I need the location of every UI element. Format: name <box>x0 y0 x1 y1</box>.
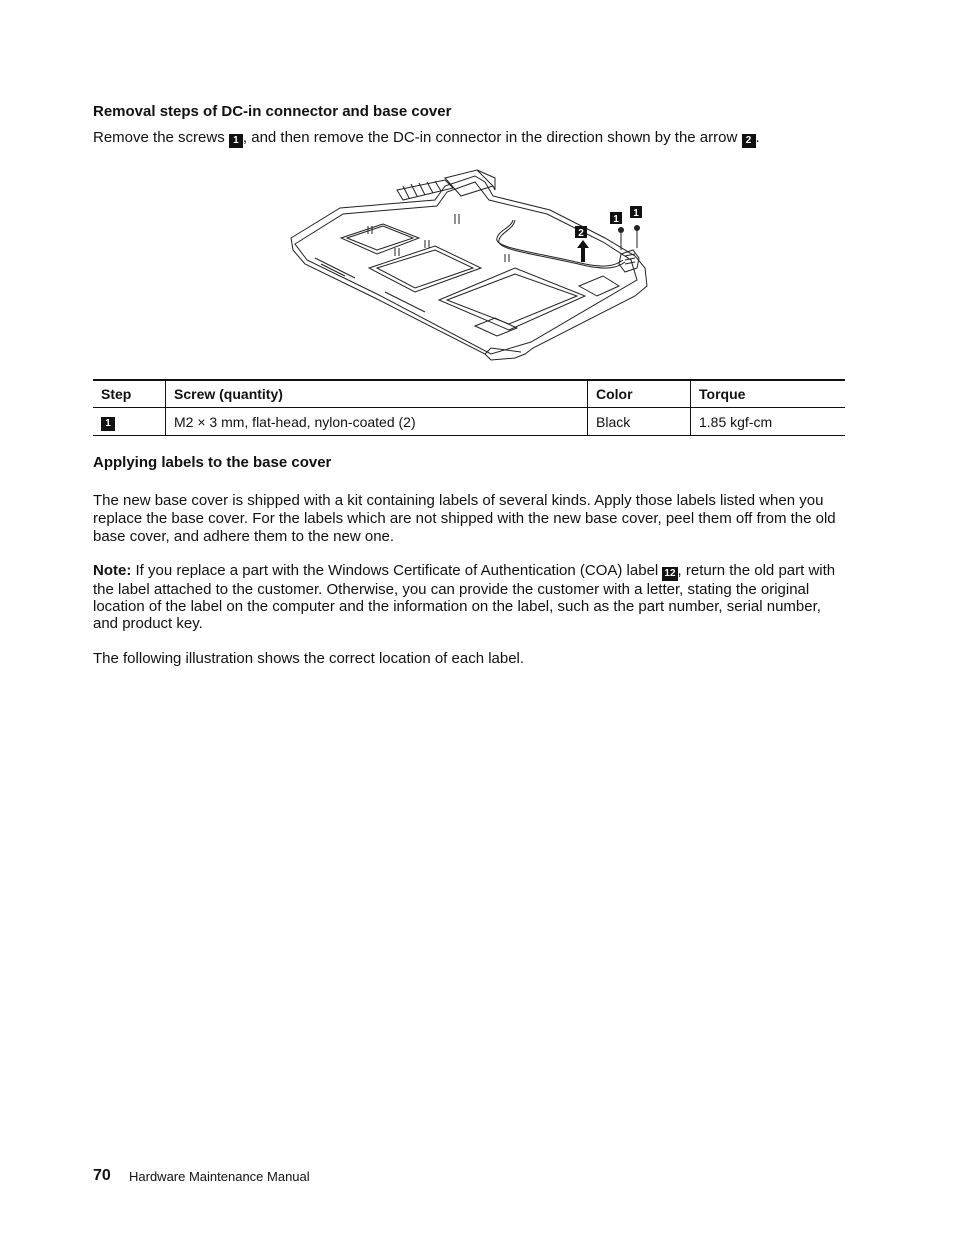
base-cover-illustration <box>285 168 665 368</box>
note-text-start: If you replace a part with the Windows Certificate of Authentication (COA) label <box>131 562 663 579</box>
screw-table <box>93 379 845 436</box>
col-header-color: Color <box>588 380 691 408</box>
removal-arrow-icon <box>577 240 589 262</box>
instruction-text-start: Remove the screws <box>93 129 225 146</box>
table-row <box>93 408 845 436</box>
cell-screw: M2 × 3 mm, flat-head, nylon-coated (2) <box>166 408 588 436</box>
step-badge-1: 1 <box>229 134 243 148</box>
callout-1-b-label: 1 <box>633 208 639 219</box>
removal-instructions <box>93 129 853 148</box>
cell-step <box>93 408 166 436</box>
instruction-text-end: . <box>755 129 760 146</box>
cell-torque: 1.85 kgf-cm <box>691 408 846 436</box>
cell-color: Black <box>588 408 691 436</box>
col-header-step: Step <box>93 380 166 408</box>
labels-paragraph: The new base cover is shipped with a kit containing labels of several kinds. Apply those labels listed when you replace the base cover. For the labels which are not shipped with the new base cover, peel them off from the old base cover, and adhere them to the new one. <box>93 492 836 545</box>
step-badge: 1 <box>101 417 115 431</box>
page-number: 70 <box>93 1167 111 1184</box>
note-paragraph <box>93 562 849 632</box>
section-heading-removal: Removal steps of DC-in connector and base cover <box>93 103 452 120</box>
callout-2-label: 2 <box>578 228 584 239</box>
illustration-intro: The following illustration shows the correct location of each label. <box>93 650 525 667</box>
step-badge-2: 2 <box>742 134 756 148</box>
col-header-screw: Screw (quantity) <box>166 380 588 408</box>
coa-label-badge: 12 <box>664 568 676 579</box>
table-header-row <box>93 380 845 408</box>
instruction-text-middle: , and then remove the DC-in connector in the direction shown by the arrow <box>242 129 738 146</box>
section-heading-labels: Applying labels to the base cover <box>93 454 332 471</box>
col-header-torque: Torque <box>691 380 846 408</box>
callout-1-a-label: 1 <box>613 214 619 225</box>
note-label: Note: <box>93 562 132 579</box>
footer-title: Hardware Maintenance Manual <box>129 1169 310 1184</box>
note-text-end: , return the old part with the label attached to the customer. Otherwise, you can provide the customer with a letter, stating the original location of the label on the computer and the information on the label, such as the part number, serial number, and product key. <box>93 562 836 632</box>
